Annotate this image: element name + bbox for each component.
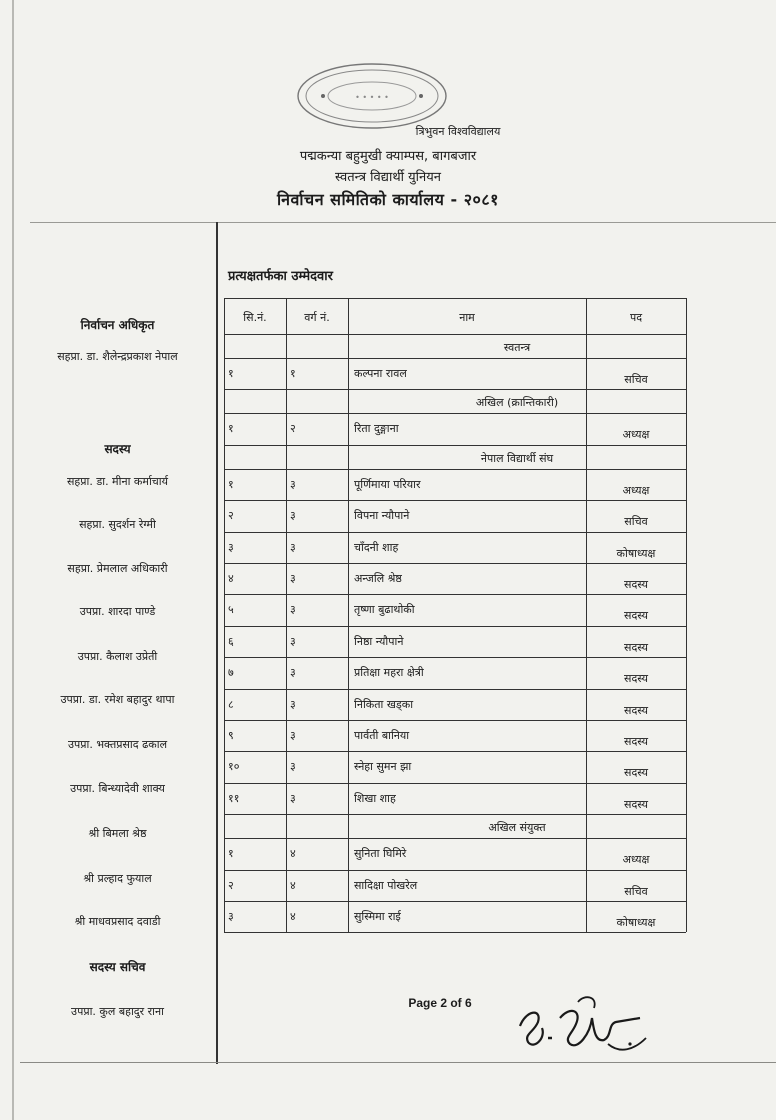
column-border bbox=[348, 298, 349, 932]
table-top-border bbox=[224, 298, 686, 299]
member-name: श्री माधवप्रसाद दवाडी bbox=[74, 915, 161, 928]
candidate-name: प्रतिक्षा महरा क्षेत्री bbox=[354, 666, 424, 680]
election-officer-heading: निर्वाचन अधिकृत bbox=[80, 318, 155, 332]
group-border bbox=[224, 814, 686, 815]
row-border bbox=[224, 783, 686, 784]
serial-number: ८ bbox=[228, 697, 234, 711]
candidate-post: सदस्य bbox=[624, 609, 648, 623]
candidate-post: सदस्य bbox=[624, 672, 648, 686]
row-border bbox=[224, 532, 686, 533]
candidate-post: सदस्य bbox=[624, 735, 648, 748]
class-number: ३ bbox=[290, 634, 296, 648]
class-number: ३ bbox=[290, 477, 296, 491]
candidate-name: सुस्मिमा राई bbox=[354, 910, 401, 923]
class-number: ३ bbox=[290, 509, 296, 523]
header-union: स्वतन्त्र विद्यार्थी युनियन bbox=[334, 170, 442, 185]
row-border bbox=[224, 500, 686, 501]
candidate-post: सदस्य bbox=[624, 578, 648, 591]
serial-number: ७ bbox=[228, 666, 234, 680]
candidate-name: निष्ठा न्यौपाने bbox=[354, 634, 404, 648]
group-heading: नेपाल विद्यार्थी संघ bbox=[480, 451, 554, 465]
candidate-name: तृष्णा बुढाथोकी bbox=[354, 603, 415, 617]
column-border bbox=[586, 298, 587, 932]
class-number: ३ bbox=[290, 729, 296, 742]
group-heading: अखिल संयुक्त bbox=[488, 821, 546, 835]
class-number: १ bbox=[290, 367, 296, 380]
direct-candidates-title: प्रत्यक्षतर्फका उम्मेदवार bbox=[228, 269, 333, 284]
member-secretary-name: उपप्रा. कुल बहादुर राना bbox=[71, 1005, 164, 1018]
column-border bbox=[686, 298, 687, 932]
campus-seal-logo bbox=[293, 60, 451, 132]
col-header-serial: सि.नं. bbox=[243, 311, 267, 324]
col-header-name: नाम bbox=[459, 311, 475, 324]
class-number: ३ bbox=[290, 603, 296, 617]
candidate-post: सदस्य bbox=[624, 766, 648, 780]
candidate-name: अन्जलि श्रेष्ठ bbox=[354, 572, 402, 585]
row-border bbox=[224, 870, 686, 871]
column-border bbox=[224, 298, 225, 932]
group-border bbox=[224, 445, 686, 446]
serial-number: ९ bbox=[228, 729, 234, 742]
column-border bbox=[286, 298, 287, 932]
serial-number: ३ bbox=[228, 910, 234, 923]
class-number: ३ bbox=[290, 540, 296, 554]
class-number: ३ bbox=[290, 760, 296, 774]
member-name: श्री प्रल्हाद फुयाल bbox=[83, 872, 152, 885]
candidate-post: कोषाध्यक्ष bbox=[616, 546, 656, 560]
serial-number: ४ bbox=[228, 572, 234, 585]
candidate-name: निकिता खड्का bbox=[354, 697, 414, 711]
col-header-class: वर्ग नं. bbox=[304, 311, 330, 324]
header-campus: पद्मकन्या बहुमुखी क्याम्पस, बागबजार bbox=[299, 149, 477, 164]
candidate-name: पूर्णिमाया परियार bbox=[354, 477, 421, 491]
row-border bbox=[224, 594, 686, 595]
row-border bbox=[224, 626, 686, 627]
class-number: ३ bbox=[290, 666, 296, 680]
member-name: उपप्रा. भक्तप्रसाद ढकाल bbox=[67, 738, 168, 751]
group-border bbox=[224, 389, 686, 390]
member-name: उपप्रा. डा. रमेश बहादुर थापा bbox=[60, 693, 175, 706]
member-name: उपप्रा. बिन्ध्यादेवी शाक्य bbox=[70, 782, 165, 795]
serial-number: १ bbox=[228, 422, 234, 436]
sidebar-divider bbox=[216, 222, 218, 1064]
header-divider bbox=[30, 222, 776, 223]
candidate-post: अध्यक्ष bbox=[622, 483, 650, 497]
col-header-post: पद bbox=[629, 311, 643, 324]
serial-number: ११ bbox=[228, 791, 240, 805]
serial-number: १ bbox=[228, 477, 234, 491]
class-number: २ bbox=[290, 422, 296, 436]
member-name: सहप्रा. प्रेमलाल अधिकारी bbox=[67, 562, 168, 575]
row-border bbox=[224, 838, 686, 839]
class-number: ३ bbox=[290, 572, 296, 585]
footer-divider bbox=[20, 1062, 776, 1063]
row-border bbox=[224, 469, 686, 470]
row-border bbox=[224, 689, 686, 690]
candidate-post: सदस्य bbox=[624, 797, 648, 811]
election-officer-name: सहप्रा. डा. शैलेन्द्रप्रकाश नेपाल bbox=[57, 350, 178, 363]
class-number: ४ bbox=[290, 910, 296, 923]
candidate-name: रिता दुङ्गाना bbox=[354, 422, 399, 436]
members-heading: सदस्य bbox=[104, 442, 131, 456]
group-heading: स्वतन्त्र bbox=[503, 341, 531, 354]
class-number: ४ bbox=[290, 878, 296, 892]
serial-number: ५ bbox=[228, 603, 234, 617]
candidate-post: सदस्य bbox=[624, 703, 648, 717]
serial-number: १० bbox=[228, 760, 240, 774]
serial-number: ६ bbox=[228, 634, 234, 648]
member-name: उपप्रा. शारदा पाण्डे bbox=[79, 605, 156, 618]
handwritten-signature bbox=[512, 988, 652, 1060]
group-heading: अखिल (क्रान्तिकारी) bbox=[475, 396, 559, 410]
candidate-name: सुनिता घिमिरे bbox=[354, 847, 407, 861]
group-border bbox=[224, 334, 686, 335]
row-border bbox=[224, 720, 686, 721]
serial-number: २ bbox=[228, 509, 234, 523]
candidate-post: सचिव bbox=[624, 515, 648, 529]
candidate-post: अध्यक्ष bbox=[622, 853, 650, 867]
candidate-name: पार्वती बानिया bbox=[354, 729, 410, 742]
member-name: उपप्रा. कैलाश उप्रेती bbox=[77, 650, 158, 663]
serial-number: १ bbox=[228, 847, 234, 861]
member-name: सहप्रा. डा. मीना कर्माचार्य bbox=[66, 475, 169, 488]
candidate-post: सचिव bbox=[624, 884, 648, 898]
member-name: सहप्रा. सुदर्शन रेग्मी bbox=[79, 518, 156, 531]
svg-text:• • • • •: • • • • • bbox=[355, 93, 389, 102]
candidate-name: विपना न्यौपाने bbox=[354, 509, 410, 523]
member-secretary-heading: सदस्य सचिव bbox=[89, 960, 146, 974]
candidate-post: सचिव bbox=[624, 373, 648, 386]
class-number: ४ bbox=[290, 847, 296, 861]
candidate-post: अध्यक्ष bbox=[622, 428, 650, 442]
candidate-name: सादिक्षा पोखरेल bbox=[354, 878, 418, 892]
row-border bbox=[224, 563, 686, 564]
member-name: श्री बिमला श्रेष्ठ bbox=[88, 827, 147, 840]
row-border bbox=[224, 751, 686, 752]
candidate-name: स्नेहा सुमन झा bbox=[354, 760, 412, 774]
table-bottom-border bbox=[224, 932, 686, 933]
candidate-name: शिखा शाह bbox=[354, 791, 396, 805]
candidate-name: चाँदनी शाह bbox=[354, 540, 399, 554]
serial-number: १ bbox=[228, 367, 234, 380]
row-border bbox=[224, 358, 686, 359]
class-number: ३ bbox=[290, 697, 296, 711]
row-border bbox=[224, 901, 686, 902]
page-number: Page 2 of 6 bbox=[408, 996, 472, 1010]
serial-number: २ bbox=[228, 878, 234, 892]
header-office-title: निर्वाचन समितिको कार्यालय - २०८१ bbox=[276, 190, 499, 209]
candidate-post: सदस्य bbox=[624, 640, 648, 654]
header-university: त्रिभुवन विश्वविद्यालय bbox=[415, 125, 501, 138]
serial-number: ३ bbox=[228, 540, 234, 554]
candidate-name: कल्पना रावल bbox=[354, 367, 407, 380]
row-border bbox=[224, 413, 686, 414]
class-number: ३ bbox=[290, 791, 296, 805]
row-border bbox=[224, 657, 686, 658]
candidate-post: कोषाध्यक्ष bbox=[616, 916, 656, 929]
